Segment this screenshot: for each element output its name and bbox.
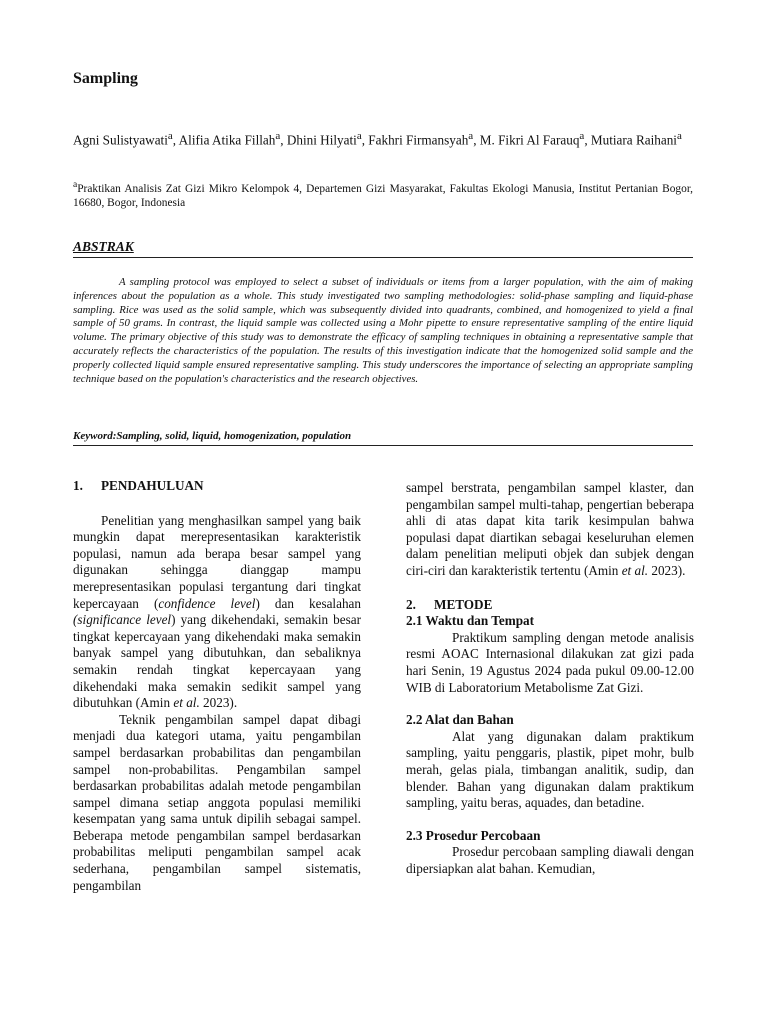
right-column [406,480,694,877]
text-run: 2023). [199,695,238,711]
author-affiliation-mark: a [356,130,362,142]
section-title: METODE [434,596,493,612]
subsection-text-2-3: Prosedur percobaan sampling diawali dengan dipersiapkan alat bahan. Kemudian, [406,844,694,876]
section-number: 2. [406,596,416,612]
author-affiliation-mark: a [275,130,281,142]
author-list: Agni Sulistyawati$^a$, Alifia Atika Fillah$^a$, Dhini Hilyati$^a$, Fakhri Firmansyah$^a$, M. Fikri Al Farauq$^a$, Mutiara Raihani$^a$ [73,130,682,148]
keywords: Keyword:Sampling, solid, liquid, homogenization, population [73,430,693,446]
author-name: Dhini Hilyati [286,132,357,148]
affiliation [73,178,693,211]
author-affiliation-mark: a [676,130,682,142]
author-name: Alifia Atika Fillah [178,132,276,148]
author-name: Fakhri Firmansyah [368,132,469,148]
abstract-body: A sampling protocol was employed to select a subset of individuals or items from a larger population, with the aim of making inferences about the population as a whole. This study investigated two sampling methodologies: solid-phase sampling and liquid-phase sampling. Rice was used as the solid sample, which was subsequently divided into quadrants, combined, and homogenized to yield a final sample of 50 grams. In contrast, the liquid sample was collected using a Mohr pipette to ensure representative sampling of the entire liquid volume. The primary objective of this study was to demonstrate the efficacy of sampling techniques in obtaining a representative sample that accurately reflects the characteristics of the population. The results of this investigation indicate that the homogenized solid sample and the properly collected liquid sample ensured representative sampling. This study underscores the importance of selecting an appropriate sampling technique based on the population's characteristics and the research objectives. [73,276,693,385]
text-run: ) dan kesalahan [255,595,361,611]
left-column [73,478,361,894]
paper-title: Sampling [73,70,138,87]
author-name: Agni Sulistyawati [73,132,168,148]
intro-paragraph-2: Teknik pengambilan sampel dapat dibagi menjadi dua kategori utama, yaitu pengambilan sampel berdasarkan probabilitas dan pengambilan sampel non-probabilitas. Pengambilan sampel berdasarkan probabilitas adalah metode pengambilan sampel dimana setiap anggota populasi memiliki kesempatan yang sama untuk dipilih sebagai sampel. Beberapa metode pengambilan sampel berdasarkan probabilitas meliputi pengambilan sampel acak sederhana, pengambilan sampel sistematis, pengambilan [73,711,361,893]
abstract-heading: ABSTRAK [73,239,693,258]
section-number: 1. [73,478,83,493]
term-italic: (significance level [73,612,172,628]
section-heading-intro [73,478,361,495]
citation-etal: et al. [173,695,200,711]
text-run: ) yang dikehendaki, semakin besar tingkat kepercayaan yang dikehendaki maka semakin banyak sampel yang dibutuhkan, dan sebaliknya semakin rendah tingkat kepercayaan yang dikehendaki maka semakin sedikit sampel yang dibutuhkan (Amin [73,612,361,711]
author-affiliation-mark: a [579,130,585,142]
text-run: sampel berstrata, pengambilan sampel klaster, dan pengambilan sampel multi-tahap, pengertian beberapa ahli di atas dapat kita tarik kesimpulan bahwa populasi dapat diartikan sebagai keseluruhan elemen dalam penelitian meliputi objek dan subjek dengan ciri-ciri dan karakteristik tertentu (Amin [406,480,694,578]
text-run: 2023). [648,562,686,578]
intro-paragraph-2-continued [406,480,694,580]
subsection-heading-2-1: 2.1 Waktu dan Tempat [406,613,535,629]
text-run: Penelitian yang menghasilkan sampel yang baik mungkin dapat merepresentasikan karakteristik populasi, namun ada berapa besar sampel yang digunakan sehingga dianggap mampu merepresentasikan populasi tergantung dari tingkat kepercayaan ( [73,512,361,611]
author-affiliation-mark: a [468,130,474,142]
intro-paragraph-1 [73,513,361,712]
subsection-heading-2-3: 2.3 Prosedur Percobaan [406,827,541,843]
author-affiliation-mark: a [167,130,173,142]
term-italic: confidence level [158,595,256,611]
subsection-text-2-1: Praktikum sampling dengan metode analisis resmi AOAC Internasional dilakukan zat gizi pada hari Senin, 19 Agustus 2024 pada pukul 09.00-12.00 WIB di Laboratorium Metabolisme Zat Gizi. [406,629,694,695]
subsection-heading-2-2: 2.2 Alat dan Bahan [406,712,514,728]
section-heading-method [406,597,694,614]
subsection-text-2-2: Alat yang digunakan dalam praktikum sampling, yaitu penggaris, plastik, pipet mohr, bulb merah, gelas piala, timbangan analitik, sudip, dan blender. Bahan yang digunakan dalam praktikum sampling, yaitu beras, aquades, dan betadine. [406,728,694,811]
section-title: PENDAHULUAN [101,478,204,493]
author-name: M. Fikri Al Farauq [479,132,580,148]
author-name: Mutiara Raihani [590,132,677,148]
citation-etal: et al. [621,562,649,578]
affiliation-text: Praktikan Analisis Zat Gizi Mikro Kelompok 4, Departemen Gizi Masyarakat, Fakultas Ekologi Manusia, Institut Pertanian Bogor, 16680, Bogor, Indonesia [73,182,693,210]
affiliation-mark: a [73,180,78,190]
